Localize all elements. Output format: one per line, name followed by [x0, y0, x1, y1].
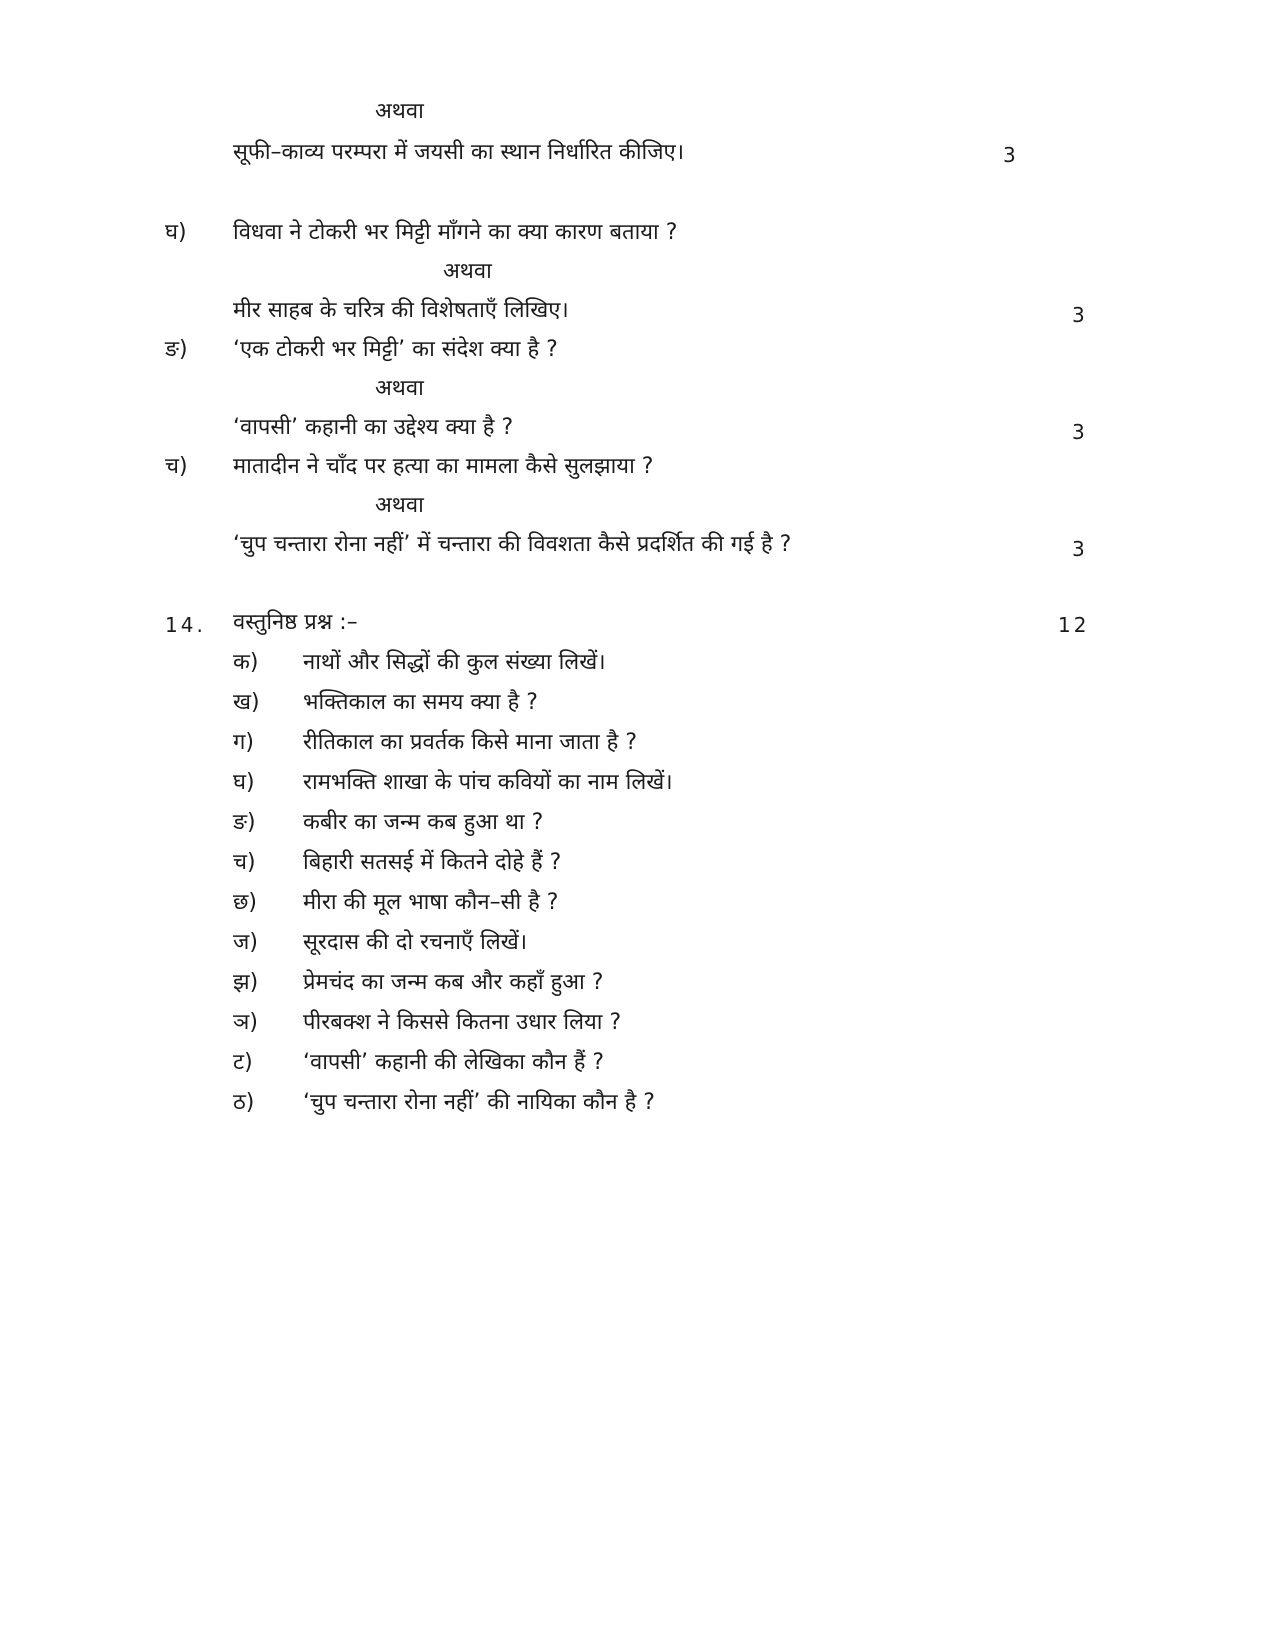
item-text: नाथों और सिद्धों की कुल संख्या लिखें। — [303, 650, 606, 675]
item-text: मीरा की मूल भाषा कौन–सी है ? — [303, 890, 559, 915]
question-label: घ) — [165, 220, 187, 245]
item-text: ‘चुप चन्तारा रोना नहीं’ की नायिका कौन है ? — [303, 1090, 655, 1115]
athva-label: अथवा — [443, 259, 492, 284]
question-marks: 3 — [1072, 303, 1085, 327]
item-text: ‘वापसी’ कहानी की लेखिका कौन हैं ? — [303, 1050, 605, 1075]
item-label: ठ) — [233, 1090, 255, 1115]
question-label: ङ) — [165, 337, 188, 362]
item-label: छ) — [233, 890, 258, 915]
athva-label: अथवा — [375, 493, 424, 518]
item-text: सूरदास की दो रचनाएँ लिखें। — [303, 930, 528, 955]
item-label: ज) — [233, 930, 258, 955]
item-label: ङ) — [233, 810, 256, 835]
item-text: कबीर का जन्म कब हुआ था ? — [303, 810, 544, 835]
item-label: ञ) — [233, 1010, 258, 1035]
question-marks: 3 — [1072, 420, 1085, 444]
question-heading: वस्तुनिष्ठ प्रश्न :– — [233, 610, 358, 635]
item-text: प्रेमचंद का जन्म कब और कहाँ हुआ ? — [303, 970, 604, 995]
item-text: रामभक्ति शाखा के पांच कवियों का नाम लिखें। — [303, 770, 673, 795]
item-text: पीरबक्श ने किससे कितना उधार लिया ? — [303, 1010, 622, 1035]
item-label: ग) — [233, 730, 254, 755]
item-label: क) — [233, 650, 259, 675]
question-text: मातादीन ने चाँद पर हत्या का मामला कैसे सुलझाया ? — [233, 454, 654, 479]
question-marks: 3 — [1072, 537, 1085, 561]
item-label: घ) — [233, 770, 255, 795]
question-marks: 12 — [1058, 613, 1090, 637]
question-text: ‘एक टोकरी भर मिट्टी’ का संदेश क्या है ? — [233, 337, 558, 362]
question-marks: 3 — [1003, 143, 1016, 167]
alt-question-text: ‘वापसी’ कहानी का उद्देश्य क्या है ? — [233, 415, 514, 440]
question-text: विधवा ने टोकरी भर मिट्टी माँगने का क्या कारण बताया ? — [233, 220, 678, 245]
alt-question-text: मीर साहब के चरित्र की विशेषताएँ लिखिए। — [233, 298, 569, 323]
item-text: बिहारी सतसई में कितने दोहे हैं ? — [303, 850, 562, 875]
alt-question-text: ‘चुप चन्तारा रोना नहीं’ में चन्तारा की विवशता कैसे प्रदर्शित की गई है ? — [233, 532, 792, 557]
item-label: झ) — [233, 970, 259, 995]
athva-label: अथवा — [375, 99, 424, 124]
item-text: रीतिकाल का प्रवर्तक किसे माना जाता है ? — [303, 730, 638, 755]
item-text: भक्तिकाल का समय क्या है ? — [303, 690, 538, 715]
item-label: च) — [233, 850, 256, 875]
alt-question-text: सूफी–काव्य परम्परा में जयसी का स्थान निर्धारित कीजिए। — [233, 140, 685, 165]
question-label: च) — [165, 454, 188, 479]
item-label: ख) — [233, 690, 260, 715]
question-number: 14. — [165, 613, 206, 637]
item-label: ट) — [233, 1050, 253, 1075]
athva-label: अथवा — [375, 376, 424, 401]
